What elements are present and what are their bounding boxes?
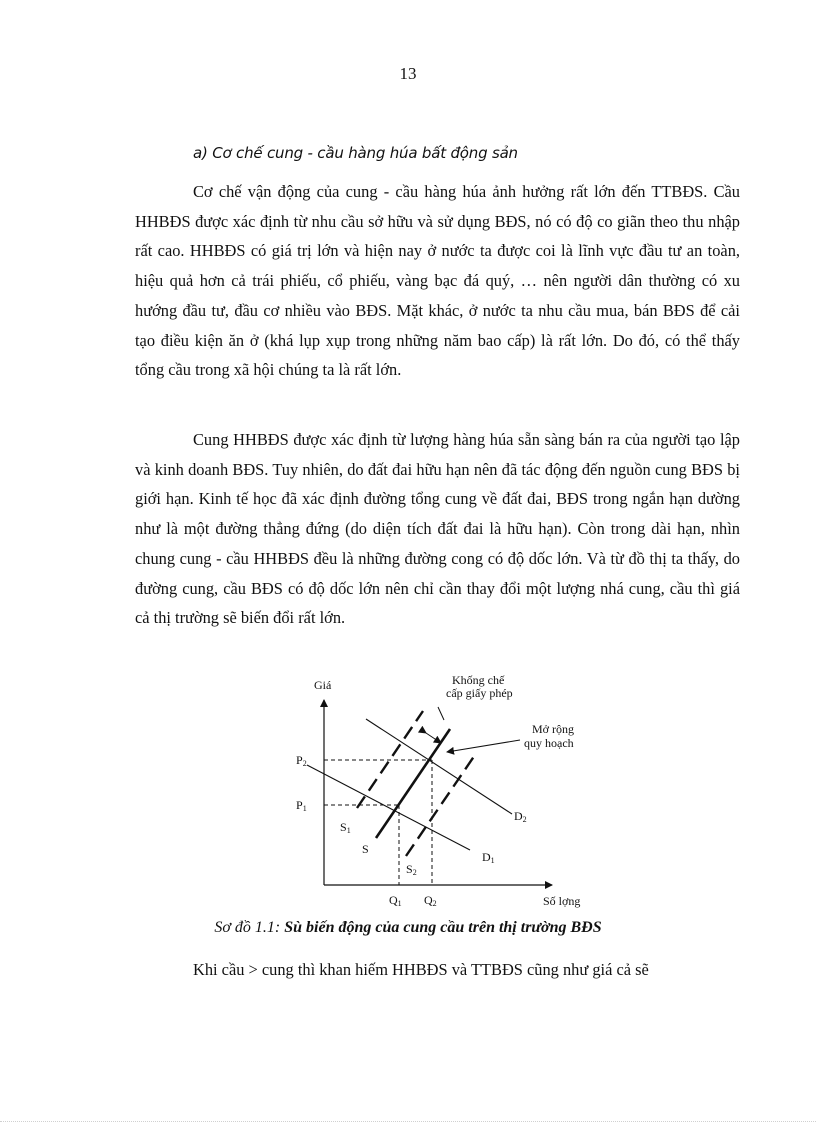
expand-label-line2: quy hoạch [524,736,574,750]
q2-label: Q2 [424,893,437,908]
figure-caption [0,919,816,937]
restrict-label-line1: Khống chế [452,673,505,687]
demand-curve-d2 [366,719,512,814]
paragraph-closing: Khi cầu > cung thì khan hiếm HHBĐS và TTBĐS cũng như giá cả sẽ [193,960,649,979]
s2-label: S2 [406,862,417,877]
caption-label: Sơ đồ 1.1: [214,919,281,936]
expand-label-line1: Mở rộng [532,722,575,736]
page-bottom-rule [0,1121,816,1122]
section-heading: a) Cơ chế cung - cầu hàng húa bất động sản [193,144,518,162]
expand-arrow [447,740,520,752]
d1-label: D1 [482,850,495,865]
supply-demand-diagram [280,668,610,913]
s1-label: S1 [340,820,351,835]
s-label: S [362,842,369,856]
demand-curve-d1 [307,765,470,850]
supply-curve-s [376,729,450,838]
restrict-label-line2: cấp giấy phép [446,686,513,700]
q1-label: Q1 [389,893,402,908]
restrict-arrow [438,707,444,720]
caption-title: Sù biến động của cung cầu trên thị trường BĐS [284,919,602,936]
paragraph-supply: Cung HHBĐS được xác định từ lượng hàng húa sẵn sàng bán ra của người tạo lập và kinh doanh BĐS. Tuy nhiên, do đất đai hữu hạn nên đã tác động đến nguồn cung BĐS bị giới hạn. Kinh tế học đã xác định đường tổng cung về đất đai, BĐS trong ngắn hạn dường như là một đường thẳng đứng (do diện tích đất đai là hữu hạn). Còn trong dài hạn, nhìn chung cung - cầu HHBĐS đều là những đường cong có độ dốc lớn. Và từ đồ thị ta thấy, do đường cung, cầu BĐS có độ dốc lớn nên chỉ cần thay đổi một lượng nhá cung, cầu thì giá cả thị trường sẽ biến đổi rất lớn. [135,430,740,628]
p2-label: P2 [296,753,307,768]
y-axis-label: Giá [314,678,332,692]
diagram-svg [280,668,610,913]
x-axis-label: Số lợng [543,894,581,908]
p1-label: P1 [296,798,307,813]
page-number: 13 [399,64,417,83]
shift-arrow [426,733,441,743]
paragraph-demand: Cơ chế vận động của cung - cầu hàng húa ảnh hưởng rất lớn đến TTBĐS. Cầu HHBĐS được xác định từ nhu cầu sở hữu và sử dụng BĐS, nó có độ co giãn theo thu nhập rất cao. HHBĐS có giá trị lớn và hiện nay ở nước ta được coi là lĩnh vực đầu tư an toàn, hiệu quả hơn cả trái phiếu, cổ phiếu, vàng bạc đá quý, … nên người dân thường có xu hướng đầu tư, đầu cơ nhiều vào BĐS. Mặt khác, ở nước ta nhu cầu mua, bán BĐS để cải tạo điều kiện ăn ở (khá lụp xụp trong những năm bao cấp) là rất lớn. Do đó, có thể thấy tổng cầu trong xã hội chúng ta là rất lớn. [135,182,740,380]
d2-label: D2 [514,809,527,824]
